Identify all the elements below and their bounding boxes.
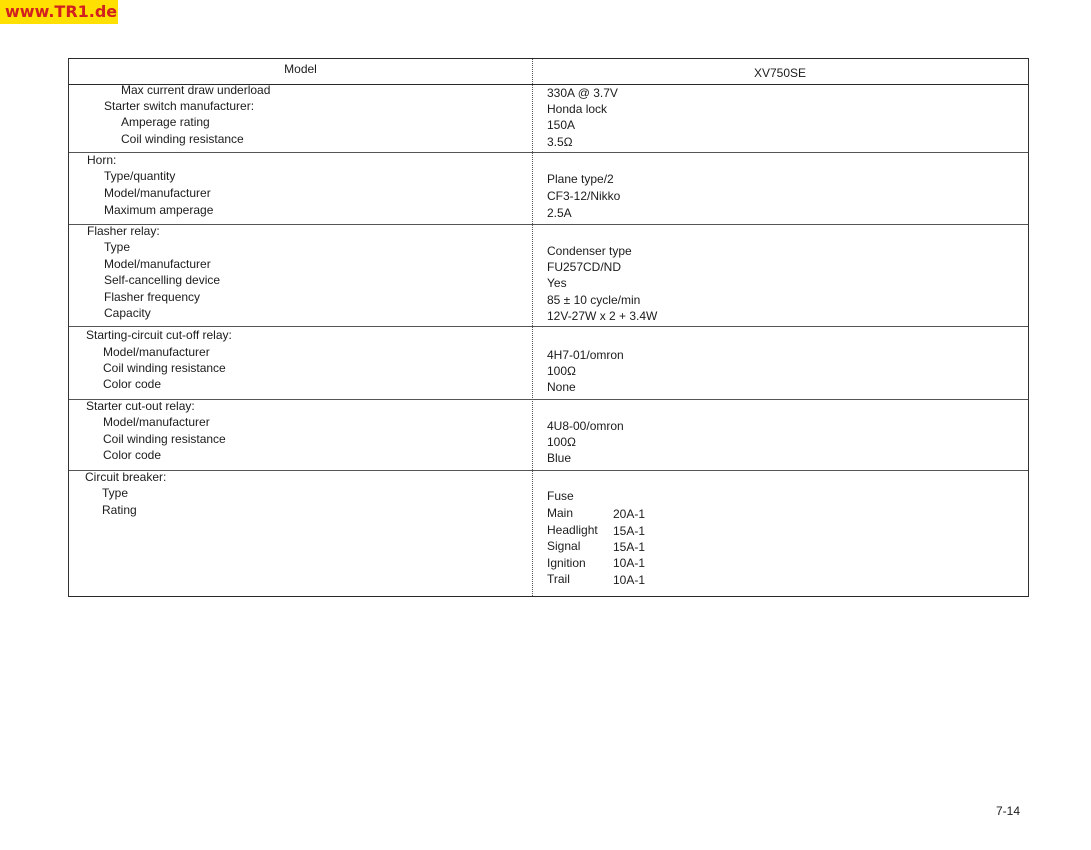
cutout-coil-label: Coil winding resistance [103, 432, 226, 446]
cutout-coil-value: 100Ω [547, 435, 576, 449]
rating-name: Headlight [547, 523, 598, 537]
flasher-model-value: FU257CD/ND [547, 260, 622, 274]
rating-amp: 10A-1 [613, 573, 646, 587]
flasher-type-value: Condenser type [547, 244, 632, 258]
horn-title: Horn: [87, 153, 117, 167]
flasher-selfcancel-value: Yes [547, 276, 567, 290]
column-divider [532, 59, 533, 596]
coil-resistance-label: Coil winding resistance [121, 132, 244, 146]
horn-type-label: Type/quantity [104, 169, 176, 183]
max-current-label: Max current draw underload [121, 83, 271, 97]
amperage-label: Amperage rating [121, 115, 210, 129]
cutoff-coil-label: Coil winding resistance [103, 361, 226, 375]
header-model-label: Model [284, 62, 317, 76]
switch-mfr-value: Honda lock [547, 102, 608, 116]
horn-amperage-value: 2.5A [547, 206, 572, 220]
cutout-model-value: 4U8-00/omron [547, 419, 624, 433]
section-divider [69, 470, 1028, 471]
section-divider [69, 224, 1028, 225]
rating-name: Trail [547, 572, 570, 586]
horn-type-value: Plane type/2 [547, 172, 614, 186]
cutoff-model-label: Model/manufacturer [103, 345, 210, 359]
cutout-relay-title: Starter cut-out relay: [86, 399, 195, 413]
coil-resistance-value: 3.5Ω [547, 135, 573, 149]
amperage-value: 150A [547, 118, 576, 132]
breaker-rating-label: Rating [102, 503, 137, 517]
rating-amp: 15A-1 [613, 540, 646, 554]
horn-model-label: Model/manufacturer [104, 186, 211, 200]
breaker-title: Circuit breaker: [85, 470, 167, 484]
rating-amp: 20A-1 [613, 507, 646, 521]
flasher-frequency-value: 85 ± 10 cycle/min [547, 293, 641, 307]
rating-amp: 15A-1 [613, 524, 646, 538]
section-divider [69, 326, 1028, 327]
flasher-capacity-value: 12V-27W x 2 + 3.4W [547, 309, 658, 323]
cutoff-relay-title: Starting-circuit cut-off relay: [86, 328, 232, 342]
site-watermark: www.TR1.de [0, 0, 118, 24]
spec-table [68, 58, 1029, 597]
rating-name: Main [547, 506, 574, 520]
switch-mfr-label: Starter switch manufacturer: [104, 99, 255, 113]
max-current-value: 330A @ 3.7V [547, 86, 618, 100]
rating-amp: 10A-1 [613, 556, 646, 570]
breaker-type-label: Type [102, 486, 129, 500]
flasher-model-label: Model/manufacturer [104, 257, 211, 271]
cutoff-color-label: Color code [103, 377, 162, 391]
section-divider [69, 399, 1028, 400]
flasher-selfcancel-label: Self-cancelling device [104, 273, 221, 287]
horn-amperage-label: Maximum amperage [104, 203, 214, 217]
cutoff-color-value: None [547, 380, 576, 394]
flasher-capacity-label: Capacity [104, 306, 151, 320]
horn-model-value: CF3-12/Nikko [547, 189, 621, 203]
cutout-model-label: Model/manufacturer [103, 415, 210, 429]
flasher-frequency-label: Flasher frequency [104, 290, 201, 304]
rating-name: Signal [547, 539, 581, 553]
section-divider [69, 152, 1028, 153]
flasher-title: Flasher relay: [87, 224, 160, 238]
flasher-type-label: Type [104, 240, 131, 254]
cutoff-model-value: 4H7-01/omron [547, 348, 624, 362]
breaker-type-value: Fuse [547, 489, 574, 503]
cutout-color-value: Blue [547, 451, 572, 465]
cutout-color-label: Color code [103, 448, 162, 462]
rating-name: Ignition [547, 556, 586, 570]
cutoff-coil-value: 100Ω [547, 364, 576, 378]
header-model-value: XV750SE [753, 66, 807, 80]
page-number: 7-14 [996, 804, 1021, 818]
